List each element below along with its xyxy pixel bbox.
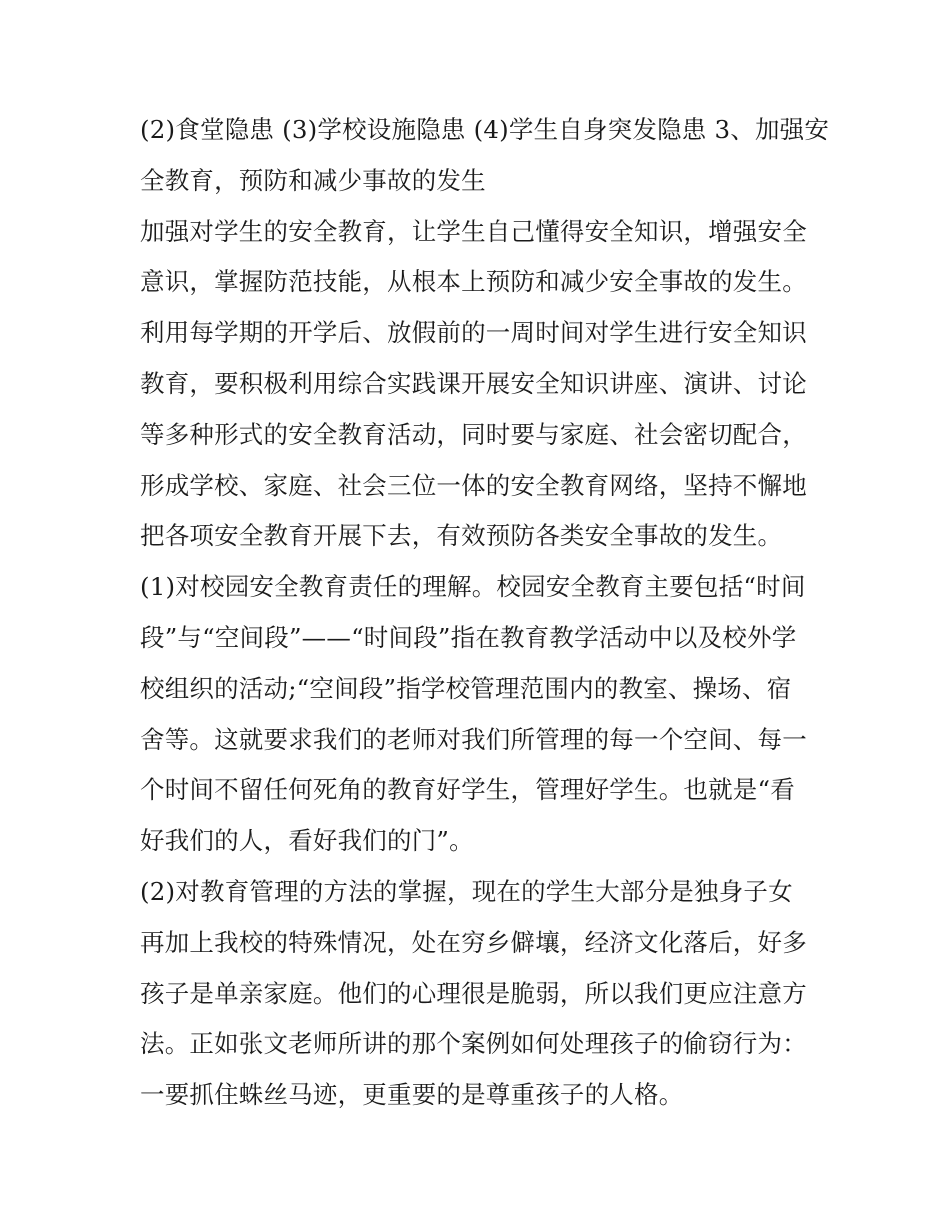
text-line: 段”与“空间段”——“时间段”指在教育教学活动中以及校外学 — [140, 622, 797, 652]
text-line: 舍等。这就要求我们的老师对我们所管理的每一个空间、每一 — [140, 724, 807, 754]
text-line: 校组织的活动;“空间段”指学校管理范围内的教室、操场、宿 — [140, 673, 792, 703]
text-line: 把各项安全教育开展下去，有效预防各类安全事故的发生。 — [140, 521, 783, 551]
text-line: (2)食堂隐患 (3)学校设施隐患 (4)学生自身突发隐患 3、加强安 — [140, 115, 830, 144]
text-line: 再加上我校的特殊情况，处在穷乡僻壤，经济文化落后，好多 — [140, 927, 807, 957]
text-line: 孩子是单亲家庭。他们的心理很是脆弱，所以我们更应注意方 — [140, 978, 807, 1008]
text-line: 一要抓住蛛丝马迹，更重要的是尊重孩子的人格。 — [140, 1080, 684, 1110]
text-line: 等多种形式的安全教育活动，同时要与家庭、社会密切配合， — [140, 419, 807, 449]
text-line: 加强对学生的安全教育，让学生自己懂得安全知识，增强安全 — [140, 216, 807, 246]
text-line: 好我们的人，看好我们的门”。 — [140, 826, 474, 856]
text-line: 个时间不留任何死角的教育好学生，管理好学生。也就是“看 — [140, 775, 795, 805]
text-line: 意识，掌握防范技能，从根本上预防和减少安全事故的发生。 — [140, 267, 807, 297]
text-line: 形成学校、家庭、社会三位一体的安全教育网络，坚持不懈地 — [140, 470, 807, 500]
text-line: 法。正如张文老师所讲的那个案例如何处理孩子的偷窃行为： — [140, 1029, 807, 1059]
text-line: (1)对校园安全教育责任的理解。校园安全教育主要包括“时间 — [140, 572, 806, 602]
text-line: (2)对教育管理的方法的掌握，现在的学生大部分是独身子女 — [140, 876, 793, 906]
text-line: 教育，要积极利用综合实践课开展安全知识讲座、演讲、讨论 — [140, 368, 807, 398]
body-text — [140, 105, 830, 1121]
text-line: 利用每学期的开学后、放假前的一周时间对学生进行安全知识 — [140, 318, 807, 348]
text-line: 全教育，预防和减少事故的发生 — [140, 165, 486, 195]
